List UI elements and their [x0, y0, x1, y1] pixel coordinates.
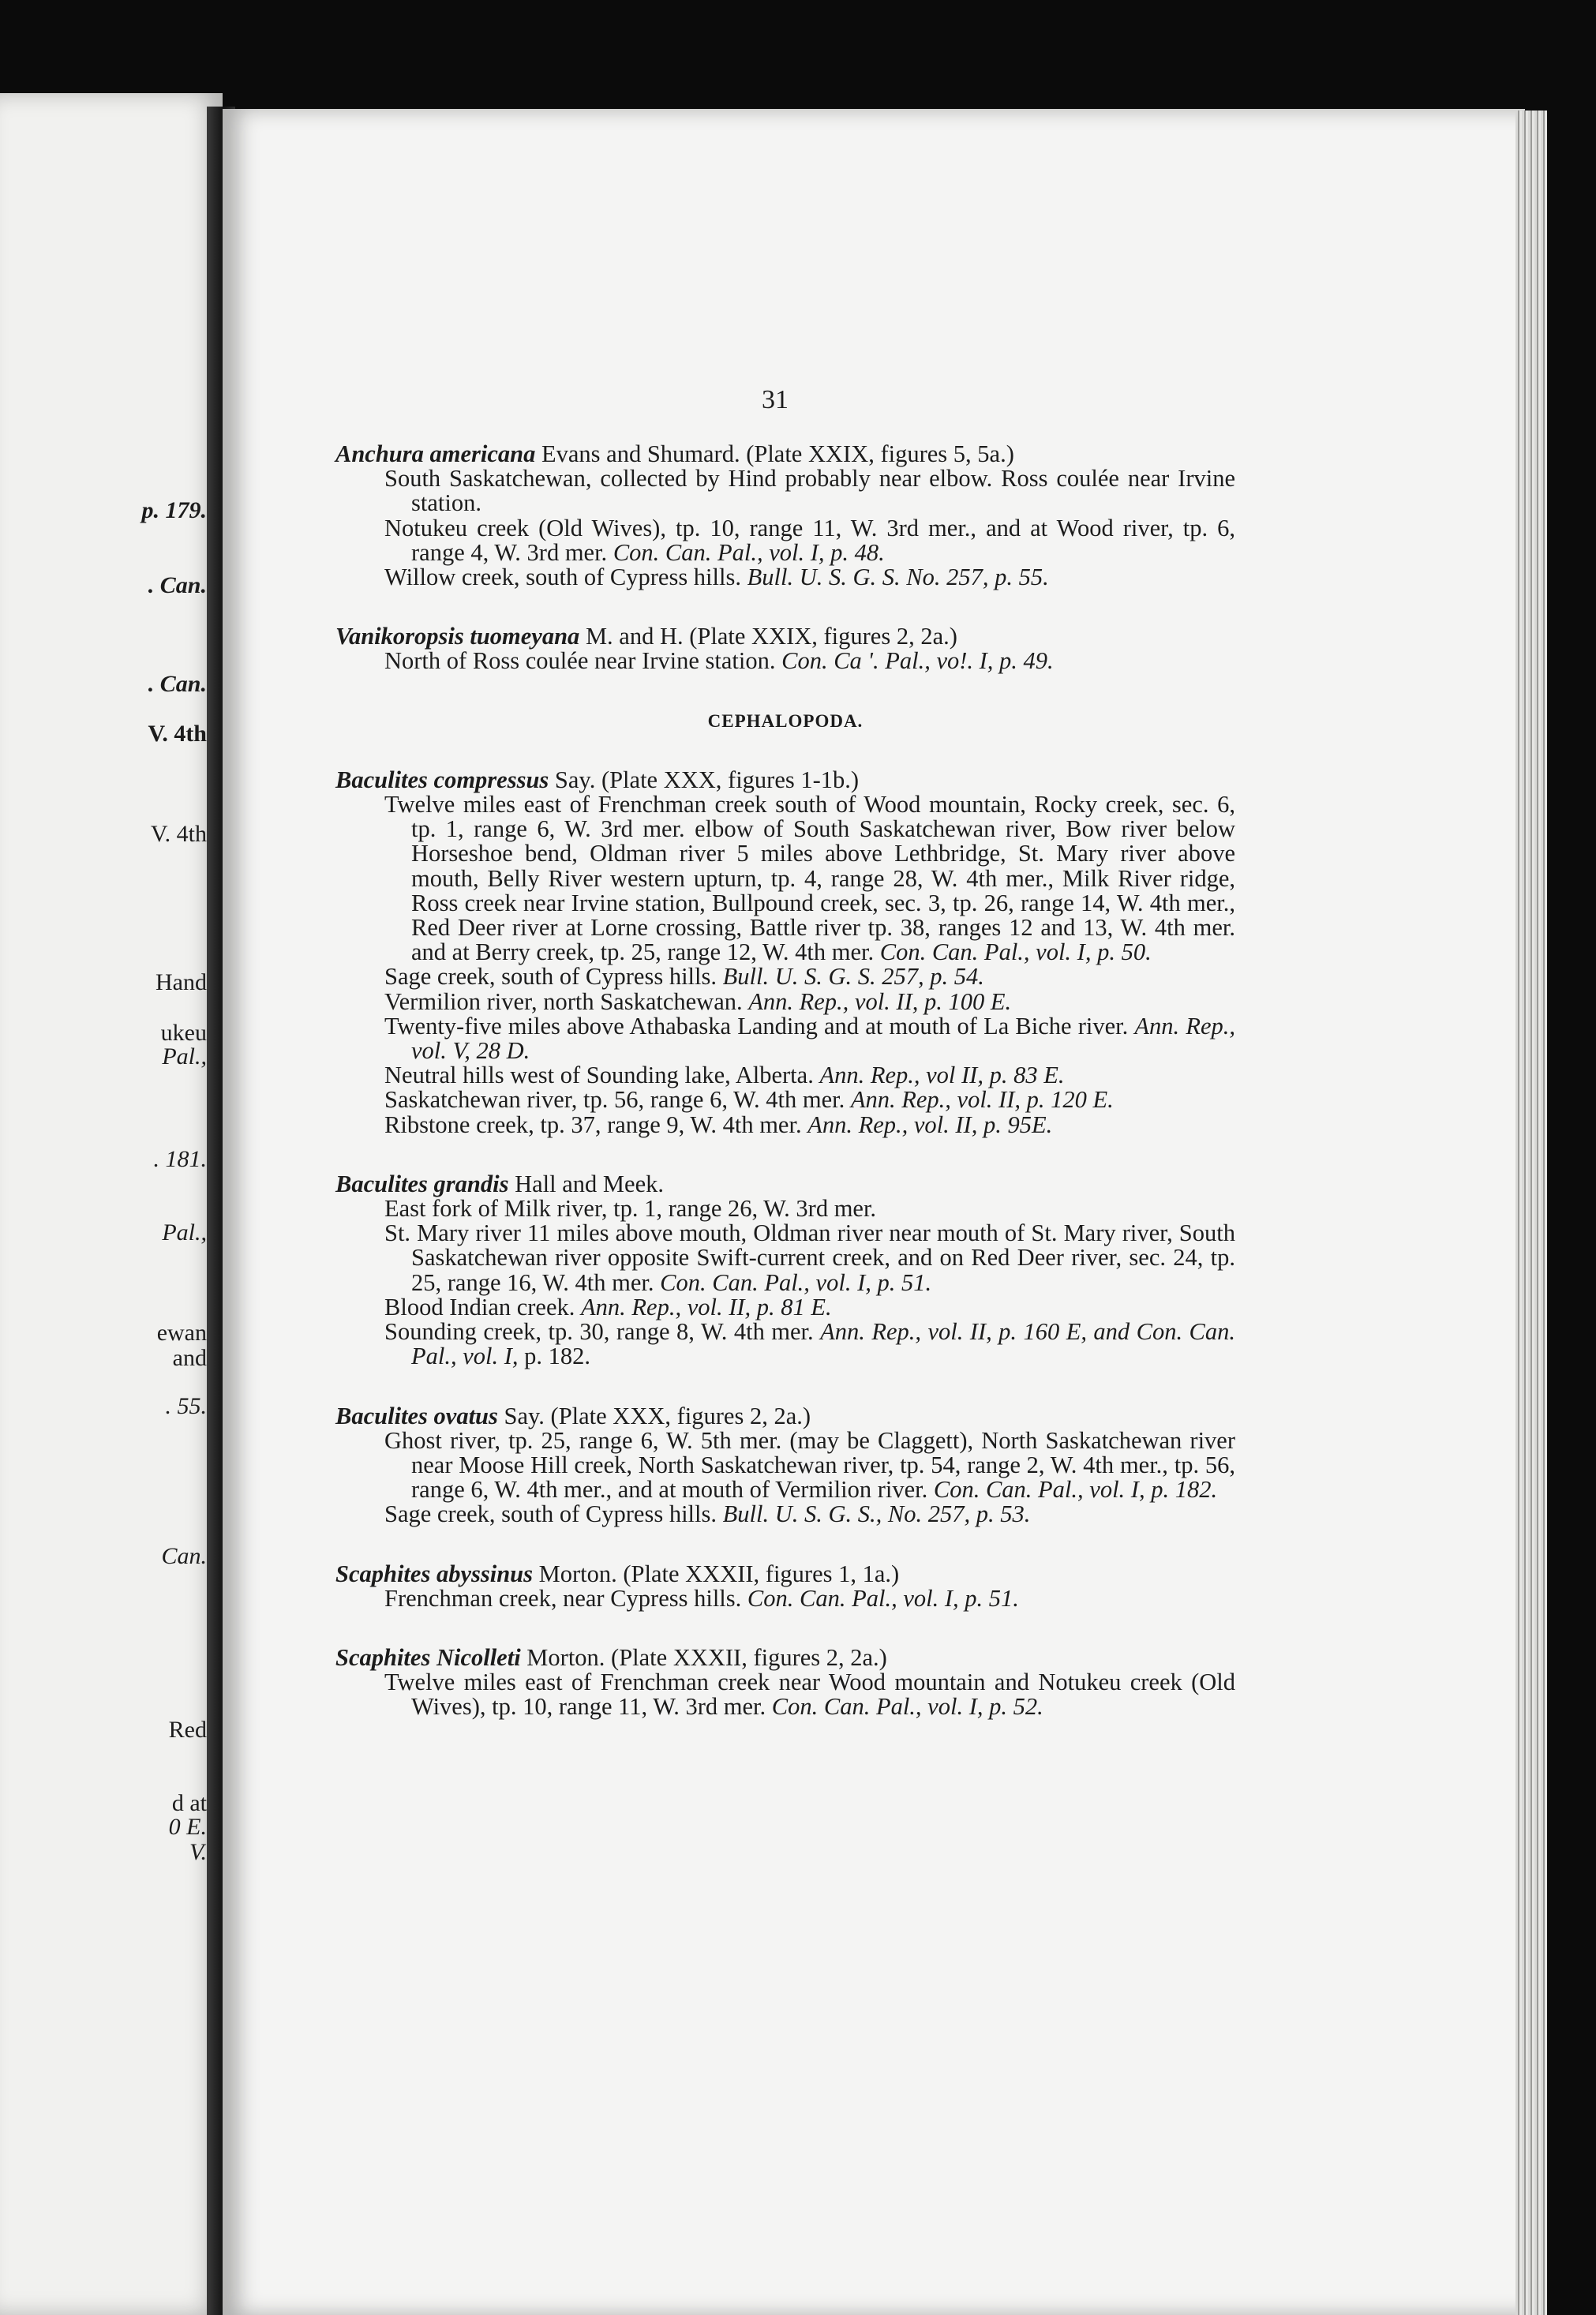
- left-margin-fragment: Hand: [155, 969, 207, 995]
- citation: Ann. Rep., vol II, p. 83 E.: [819, 1062, 1065, 1089]
- left-margin-fragment: V. 4th: [148, 721, 207, 747]
- citation: Con. Ca '. Pal., vo!. I, p. 49.: [781, 647, 1054, 675]
- left-margin-fragment: 0 E.: [168, 1814, 207, 1840]
- locality: [384, 1586, 1235, 1611]
- species-entry: [335, 1404, 1235, 1527]
- left-margin-fragment: . Can.: [148, 671, 207, 697]
- locality: [384, 1221, 1235, 1295]
- locality-text: Sage creek, south of Cypress hills.: [384, 1500, 723, 1528]
- left-margin-fragment: . 181.: [153, 1146, 207, 1172]
- locality-text: Ghost river, tp. 25, range 6, W. 5th mer. (may be Claggett), North Saskatchewan river near Moose Hill creek, North Saskatchewan river, tp. 54, range 2, W. 4th mer., tp. 56, range 6, W. 4th mer., and at mouth of Vermilion river.: [384, 1426, 1235, 1504]
- citation: Bull. U. S. G. S. 257, p. 54.: [722, 963, 984, 991]
- citation: Ann. Rep., vol. II, p. 120 E.: [850, 1086, 1114, 1114]
- left-page: [0, 93, 223, 2315]
- locality-text: Notukeu creek (Old Wives), tp. 10, range 11, W. 3rd mer., and at Wood river, tp. 6, range 4, W. 3rd mer.: [384, 514, 1235, 566]
- locality-text: Vermilion river, north Saskatchewan.: [384, 987, 749, 1015]
- species-heading: [335, 768, 1235, 792]
- citation: Con. Can. Pal., vol. I, p. 48.: [613, 538, 885, 566]
- citation: Ann. Rep., vol. II, p. 95E.: [807, 1111, 1053, 1138]
- locality-text: Blood Indian creek.: [384, 1293, 582, 1320]
- species-heading: [335, 442, 1235, 466]
- locality: [384, 516, 1235, 565]
- page-number: 31: [762, 385, 789, 414]
- locality: [384, 1670, 1235, 1719]
- page-content: [335, 442, 1235, 1755]
- citation-tail: p. 182.: [518, 1343, 591, 1370]
- locality-text: St. Mary river 11 miles above mouth, Oldman river near mouth of St. Mary river, South Saskatchewan river opposite Swift-current creek, and on Red Deer river, sec. 24, tp. 25, range 16, W. 4th mer.: [384, 1219, 1235, 1296]
- locality-text: South Saskatchewan, collected by Hind probably near elbow. Ross coulée near Irvine station.: [384, 465, 1235, 517]
- species-authority: Morton. (Plate XXXII, figures 1, 1a.): [533, 1560, 900, 1587]
- cephalopod-entries: [335, 768, 1235, 1720]
- left-margin-fragment: Can.: [161, 1543, 207, 1569]
- locality-text: Twelve miles east of Frenchman creek south of Wood mountain, Rocky creek, sec. 6, tp. 1, range 6, W. 3rd mer. elbow of South Saskatchewan river, Bow river below Horseshoe bend, Oldman river 5 miles above Lethbridge, St. Mary river above mouth, Belly River western upturn, tp. 4, range 28, W. 4th mer., Milk River ridge, Ross creek near Irvine station, Bullpound creek, sec. 3, tp. 26, range 14, W. 4th mer., Red Deer river at Lorne crossing, Battle river tp. 38, ranges 12 and 13, W. 4th mer. and at Berry creek, tp. 25, range 12, W. 4th mer.: [384, 791, 1235, 966]
- locality: [384, 1197, 1235, 1221]
- locality: [384, 1113, 1235, 1137]
- locality-text: Sage creek, south of Cypress hills.: [384, 963, 723, 991]
- species-name: Baculites compressus: [335, 766, 549, 793]
- species-heading: [335, 1172, 1235, 1197]
- left-margin-fragment: p. 179.: [141, 497, 207, 523]
- citation: Con. Can. Pal., vol. I, p. 50.: [879, 938, 1152, 966]
- locality-text: Saskatchewan river, tp. 56, range 6, W. 4th mer.: [384, 1086, 851, 1114]
- citation: Ann. Rep., vol. II, p. 160 E, and Con. Can. Pal., vol. I,: [411, 1318, 1235, 1370]
- locality-text: East fork of Milk river, tp. 1, range 26, W. 3rd mer.: [384, 1195, 877, 1223]
- locality: [384, 1502, 1235, 1526]
- left-margin-fragment: V. 4th: [150, 821, 207, 847]
- species-name: Baculites ovatus: [335, 1402, 498, 1429]
- species-name: Vanikoropsis tuomeyana: [335, 623, 580, 650]
- left-margin-fragment: ewan: [156, 1320, 207, 1346]
- page-edge: [1515, 111, 1547, 2315]
- species-entry: [335, 624, 1235, 673]
- left-margin-fragment: d at: [171, 1790, 207, 1816]
- locality-text: North of Ross coulée near Irvine station.: [384, 647, 782, 675]
- locality: [384, 466, 1235, 515]
- left-margin-fragment: Pal.,: [162, 1043, 207, 1069]
- species-authority: Hall and Meek.: [508, 1170, 664, 1197]
- locality-text: Ribstone creek, tp. 37, range 9, W. 4th mer.: [384, 1111, 808, 1138]
- left-margin-fragment: and: [172, 1345, 207, 1371]
- left-margin-fragment: . Can.: [148, 572, 207, 598]
- locality-text: Twenty-five miles above Athabaska Landing and at mouth of La Biche river.: [384, 1012, 1135, 1040]
- species-name: Baculites grandis: [335, 1170, 509, 1197]
- species-heading: [335, 1562, 1235, 1586]
- left-margin-fragment: Pal.,: [162, 1219, 207, 1246]
- locality-text: Sounding creek, tp. 30, range 8, W. 4th mer.: [384, 1318, 821, 1346]
- species-name: Scaphites Nicolleti: [335, 1643, 521, 1671]
- locality: [384, 565, 1235, 590]
- citation: Ann. Rep., vol. II, p. 100 E.: [748, 987, 1012, 1015]
- species-name: Anchura americana: [335, 440, 536, 467]
- species-heading: [335, 1643, 1235, 1671]
- section-title: CEPHALOPODA.: [707, 710, 864, 731]
- gastropod-entries: [335, 442, 1235, 674]
- locality: [384, 1295, 1235, 1320]
- species-authority: Morton. (Plate XXXII, figures 2, 2a.): [520, 1643, 887, 1671]
- locality: [384, 1088, 1235, 1112]
- citation: Con. Can. Pal., vol. I, p. 52.: [771, 1693, 1043, 1721]
- locality-text: Frenchman creek, near Cypress hills.: [384, 1584, 747, 1612]
- left-margin-fragment: ukeu: [160, 1020, 207, 1046]
- species-entry: [335, 768, 1235, 1137]
- species-name: Scaphites abyssinus: [335, 1560, 533, 1587]
- locality: [384, 649, 1235, 673]
- locality: [384, 1320, 1235, 1369]
- citation: Bull. U. S. G. S., No. 257, p. 53.: [722, 1500, 1031, 1528]
- species-authority: Say. (Plate XXX, figures 1-1b.): [549, 766, 860, 793]
- species-heading: [335, 624, 1235, 649]
- citation: Ann. Rep., vol. V, 28 D.: [411, 1012, 1235, 1065]
- species-entry: [335, 1562, 1235, 1611]
- species-entry: [335, 442, 1235, 590]
- locality: [384, 1014, 1235, 1063]
- species-authority: Evans and Shumard. (Plate XXIX, figures 5, 5a.): [535, 440, 1014, 467]
- citation: Bull. U. S. G. S. No. 257, p. 55.: [747, 564, 1049, 591]
- left-margin-fragment: Red: [168, 1717, 207, 1743]
- species-authority: Say. (Plate XXX, figures 2, 2a.): [497, 1402, 811, 1429]
- citation: Con. Can. Pal., vol. I, p. 51.: [747, 1584, 1019, 1612]
- citation: Con. Can. Pal., vol. I, p. 182.: [933, 1476, 1218, 1504]
- locality: [384, 1426, 1235, 1504]
- species-heading: [335, 1404, 1235, 1429]
- left-margin-fragment: V.: [189, 1839, 207, 1865]
- locality-text: Twelve miles east of Frenchman creek near Wood mountain and Notukeu creek (Old Wives), tp. 10, range 11, W. 3rd mer.: [384, 1669, 1235, 1721]
- locality: [384, 1063, 1235, 1088]
- citation: Con. Can. Pal., vol. I, p. 51.: [660, 1268, 932, 1296]
- locality-text: Willow creek, south of Cypress hills.: [384, 564, 747, 591]
- citation: Ann. Rep., vol. II, p. 81 E.: [581, 1293, 832, 1320]
- locality-text: Neutral hills west of Sounding lake, Alberta.: [384, 1062, 820, 1089]
- locality: [384, 987, 1235, 1015]
- species-entry: [335, 1172, 1235, 1369]
- locality: [384, 792, 1235, 965]
- locality: [384, 965, 1235, 989]
- species-entry: [335, 1643, 1235, 1721]
- species-authority: M. and H. (Plate XXIX, figures 2, 2a.): [579, 623, 957, 650]
- left-margin-fragment: . 55.: [165, 1393, 207, 1419]
